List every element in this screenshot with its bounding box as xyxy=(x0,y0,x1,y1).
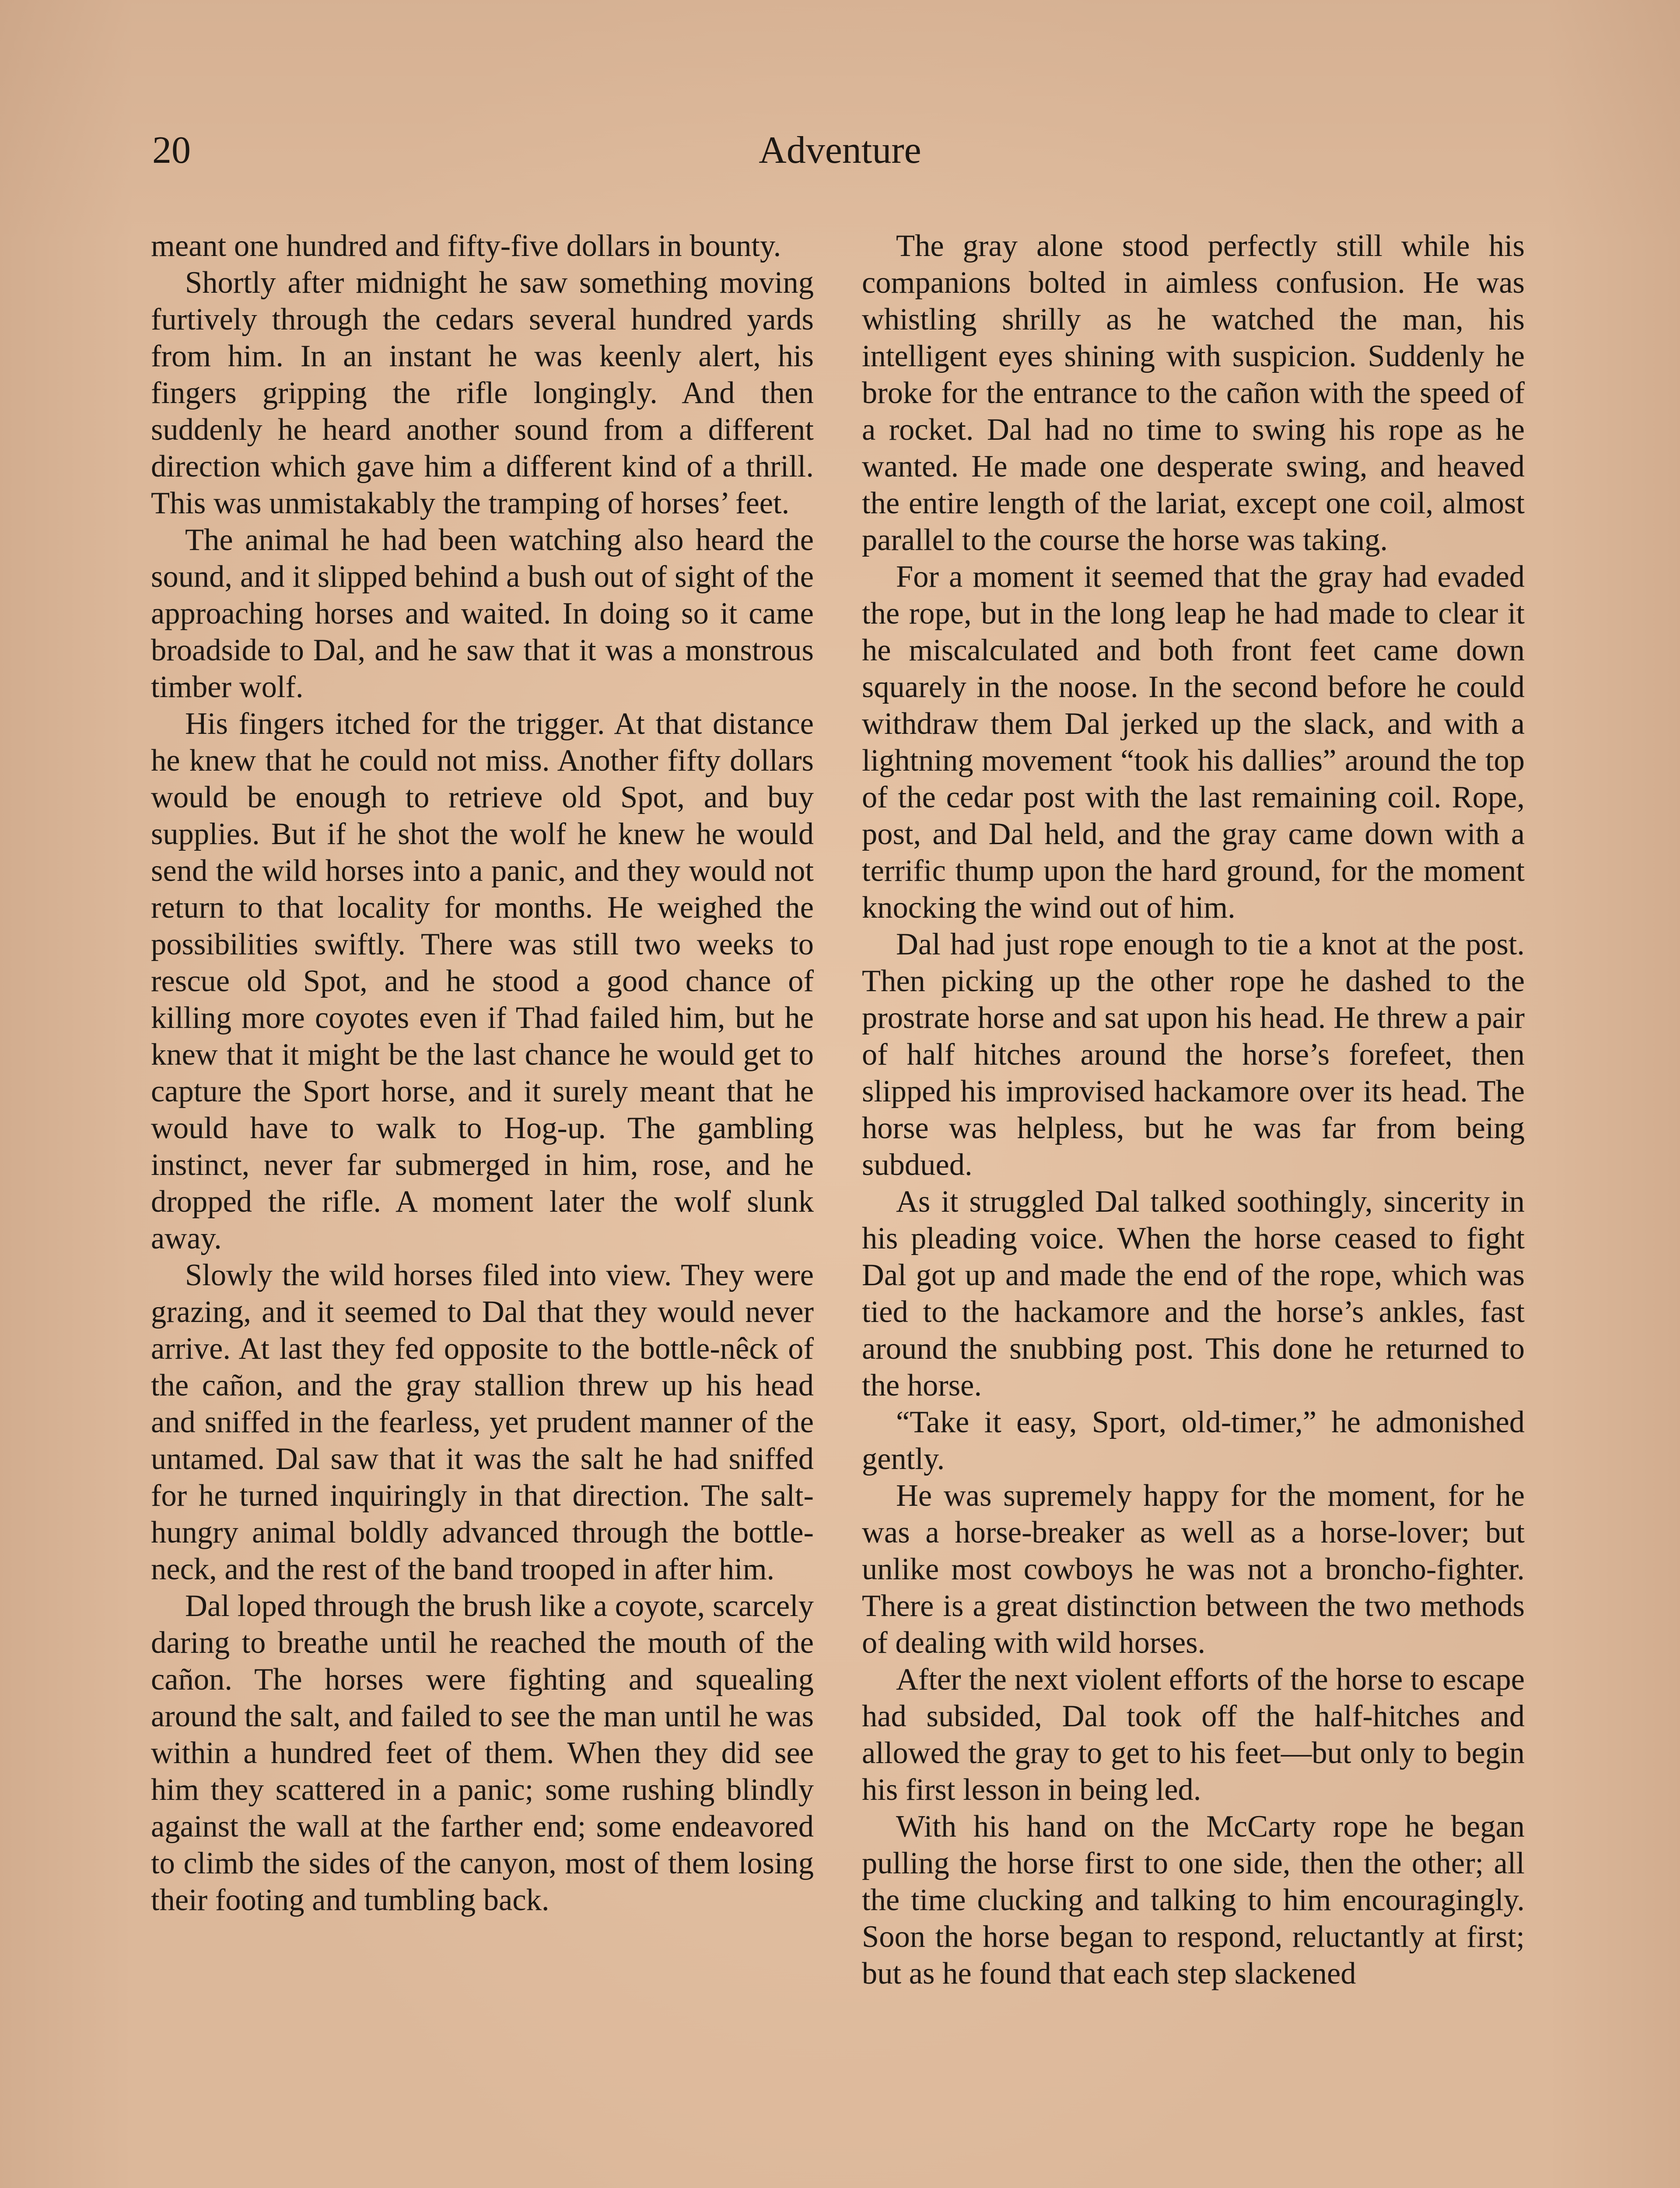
paragraph: With his hand on the McCarty rope he began pulling the horse first to one side, then the other; all the time clucking and talking to him encouragingly. Soon the horse began to respond, reluctantly at first; but as he found that each step slackened xyxy=(862,1809,1525,1991)
paragraph: As it struggled Dal talked soothingly, sincerity in his pleading voice. When the horse ceased to fight Dal got up and made the end of the rope, which was tied to the hackamore and the horse’s ankles, fast around the snubbing post. This done he returned to the horse. xyxy=(862,1185,1525,1403)
left-text-column xyxy=(151,228,814,1918)
paragraph: The animal he had been watching also heard the sound, and it slipped behind a bush out of sight of the approaching horses and waited. In doing so it came broadside to Dal, and he saw that it was a monstrous timber wolf. xyxy=(151,523,814,704)
paragraph: His fingers itched for the trigger. At that distance he knew that he could not miss. Another fifty dollars would be enough to retrieve old Spot, and buy supplies. But if he shot the wolf he knew he would send the wild horses into a panic, and they would not return to that locality for months. He weighed the possibilities swiftly. There was still two weeks to rescue old Spot, and he stood a good chance of killing more coyotes even if Thad failed him, but he knew that it might be the last chance he would get to capture the Sport horse, and it surely meant that he would have to walk to Hog-up. The gambling instinct, never far submerged in him, rose, and he dropped the rifle. A moment later the wolf slunk away. xyxy=(151,707,814,1255)
paragraph: Shortly after midnight he saw something moving furtively through the cedars several hundred yards from him. In an instant he was keenly alert, his fingers gripping the rifle longingly. And then suddenly he heard another sound from a different direction which gave him a different kind of a thrill. This was unmistakably the tramping of horses’ feet. xyxy=(151,266,814,520)
paragraph: For a moment it seemed that the gray had evaded the rope, but in the long leap he had made to clear it he miscalculated and both front feet came down squarely in the noose. In the second before he could withdraw them Dal jerked up the slack, and with a lightning movement “took his dallies” around the top of the cedar post with the last remaining coil. Rope, post, and Dal held, and the gray came down with a terrific thump upon the hard ground, for the moment knocking the wind out of him. xyxy=(862,560,1525,925)
paragraph: He was supremely happy for the moment, for he was a horse-breaker as well as a horse-lover; but unlike most cowboys he was not a broncho-fighter. There is a great distinction between the two methods of dealing with wild horses. xyxy=(862,1479,1525,1660)
running-head-title: Adventure xyxy=(759,129,921,172)
paragraph: The gray alone stood perfectly still while his companions bolted in aimless confusion. He was whistling shrilly as he watched the man, his intelligent eyes shining with suspicion. Suddenly he broke for the entrance to the cañon with the speed of a rocket. Dal had no time to swing his rope as he wanted. He made one desperate swing, and heaved the entire length of the lariat, except one coil, almost parallel to the course the horse was taking. xyxy=(862,229,1525,557)
paragraph: meant one hundred and fifty-five dollars in bounty. xyxy=(151,229,781,263)
page-number: 20 xyxy=(152,129,191,172)
paragraph: Dal had just rope enough to tie a knot at the post. Then picking up the other rope he dashed to the prostrate horse and sat upon his head. He threw a pair of half hitches around the horse’s forefeet, then slipped his improvised hackamore over its head. The horse was helpless, but he was far from being subdued. xyxy=(862,927,1525,1182)
paragraph: After the next violent efforts of the horse to escape had subsided, Dal took off the half-hitches and allowed the gray to get to his feet—but only to begin his first lesson in being led. xyxy=(862,1662,1525,1807)
right-text-column xyxy=(862,228,1525,1992)
paragraph: Dal loped through the brush like a coyote, scarcely daring to breathe until he reached the mouth of the cañon. The horses were fighting and squealing around the salt, and failed to see the man until he was within a hundred feet of them. When they did see him they scattered in a panic; some rushing blindly against the wall at the farther end; some endeavored to climb the sides of the canyon, most of them losing their footing and tumbling back. xyxy=(151,1589,814,1917)
paragraph: Slowly the wild horses filed into view. They were grazing, and it seemed to Dal that they would never arrive. At last they fed opposite to the bottle-nêck of the cañon, and the gray stallion threw up his head and sniffed in the fearless, yet prudent manner of the untamed. Dal saw that it was the salt he had sniffed for he turned inquiringly in that direction. The salt-hungry animal boldly advanced through the bottle-neck, and the rest of the band trooped in after him. xyxy=(151,1258,814,1586)
paragraph: “Take it easy, Sport, old-timer,” he admonished gently. xyxy=(862,1405,1525,1476)
